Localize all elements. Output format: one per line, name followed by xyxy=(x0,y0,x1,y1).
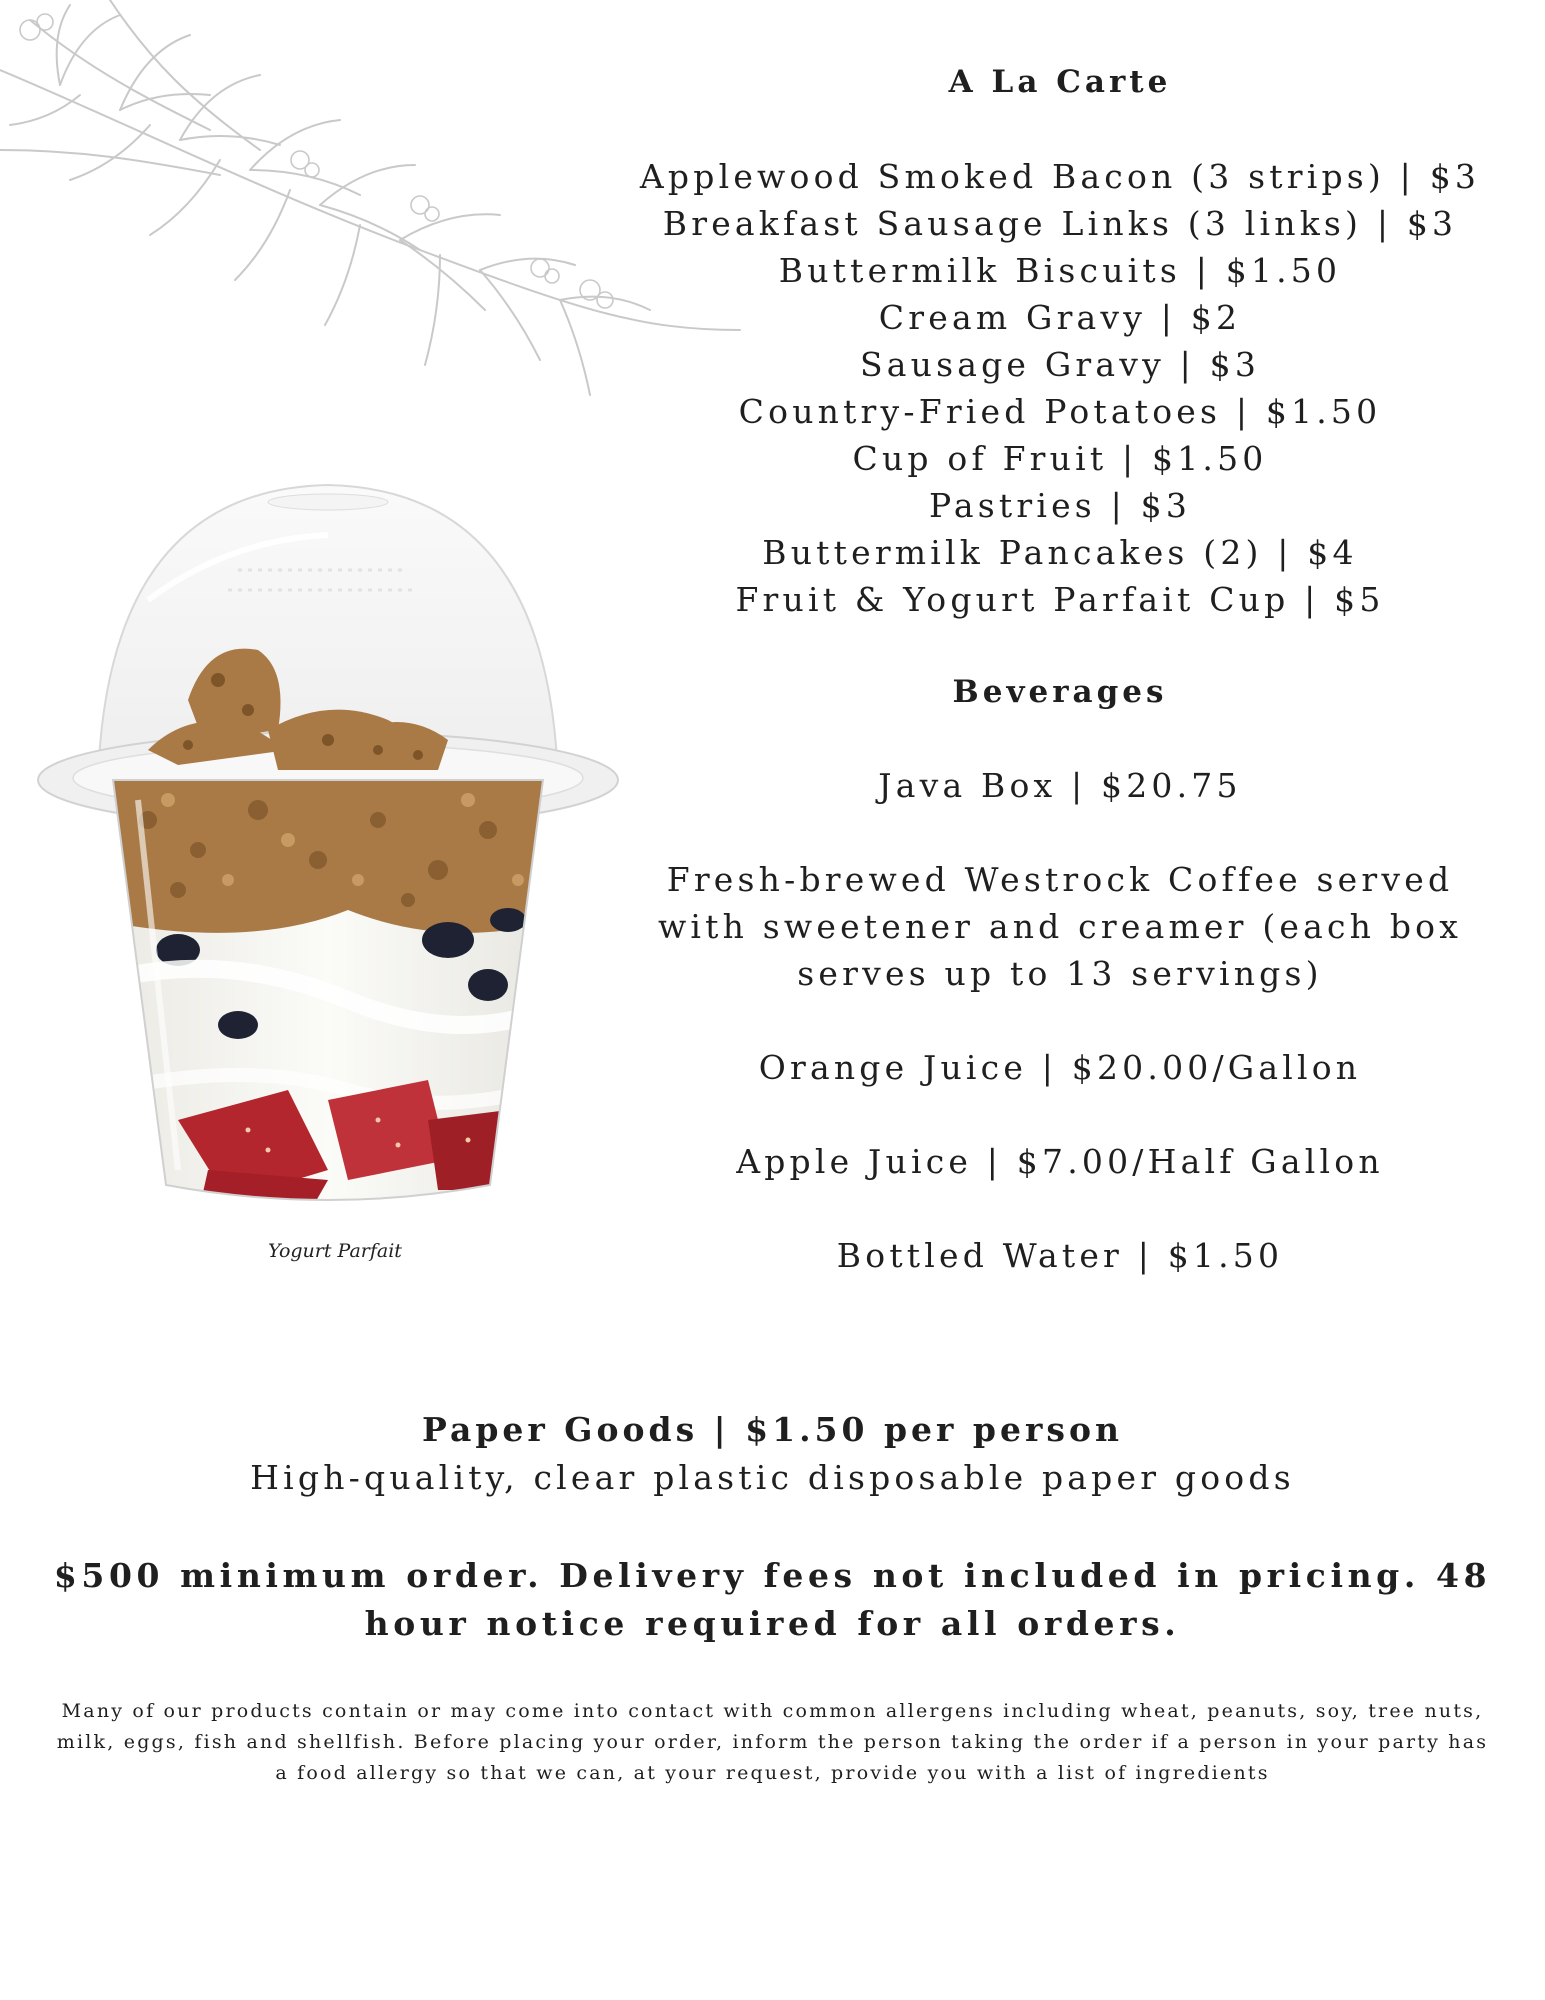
menu-item: Cup of Fruit | $1.50 xyxy=(852,439,1268,478)
menu-item: Country-Fried Potatoes | $1.50 xyxy=(738,392,1382,431)
java-box-item: Java Box | $20.75 xyxy=(878,766,1242,805)
menu-item: Applewood Smoked Bacon (3 strips) | $3 xyxy=(639,157,1481,196)
apple-juice-item: Apple Juice | $7.00/Half Gallon xyxy=(736,1142,1384,1181)
menu-item: Pastries | $3 xyxy=(928,486,1192,525)
menu-item: Cream Gravy | $2 xyxy=(878,298,1242,337)
menu-item: Fruit & Yogurt Parfait Cup | $5 xyxy=(735,580,1385,619)
beverages-heading: Beverages xyxy=(952,674,1168,710)
image-caption: Yogurt Parfait xyxy=(268,1240,402,1262)
menu-item: Buttermilk Biscuits | $1.50 xyxy=(778,251,1342,290)
a-la-carte-list xyxy=(620,153,1500,623)
menu-item: Sausage Gravy | $3 xyxy=(859,345,1261,384)
paper-goods-description: High-quality, clear plastic disposable paper goods xyxy=(250,1458,1295,1497)
java-box-description: Fresh-brewed Westrock Coffee served with sweetener and creamer (each box serves up to 13 servings) xyxy=(657,860,1463,993)
a-la-carte-heading: A La Carte xyxy=(948,64,1172,100)
parfait-cup-photo xyxy=(28,480,628,1240)
paper-goods-title: Paper Goods | $1.50 per person xyxy=(422,1410,1123,1449)
menu-item: Breakfast Sausage Links (3 links) | $3 xyxy=(662,204,1458,243)
menu-column xyxy=(620,60,1500,1279)
menu-item: Buttermilk Pancakes (2) | $4 xyxy=(762,533,1358,572)
bottled-water-item: Bottled Water | $1.50 xyxy=(836,1236,1284,1275)
orange-juice-item: Orange Juice | $20.00/Gallon xyxy=(758,1048,1362,1087)
allergen-notice: Many of our products contain or may come into contact with common allergens including wheat, peanuts, soy, tree nuts, milk, eggs, fish and shellfish. Before placing your order, inform the person taking the order if a person in your party has a food allergy so that we can, at your request, provide you with a list of ingredients xyxy=(56,1700,1489,1784)
order-notice: $500 minimum order. Delivery fees not included in pricing. 48 hour notice required for all orders. xyxy=(53,1556,1492,1643)
